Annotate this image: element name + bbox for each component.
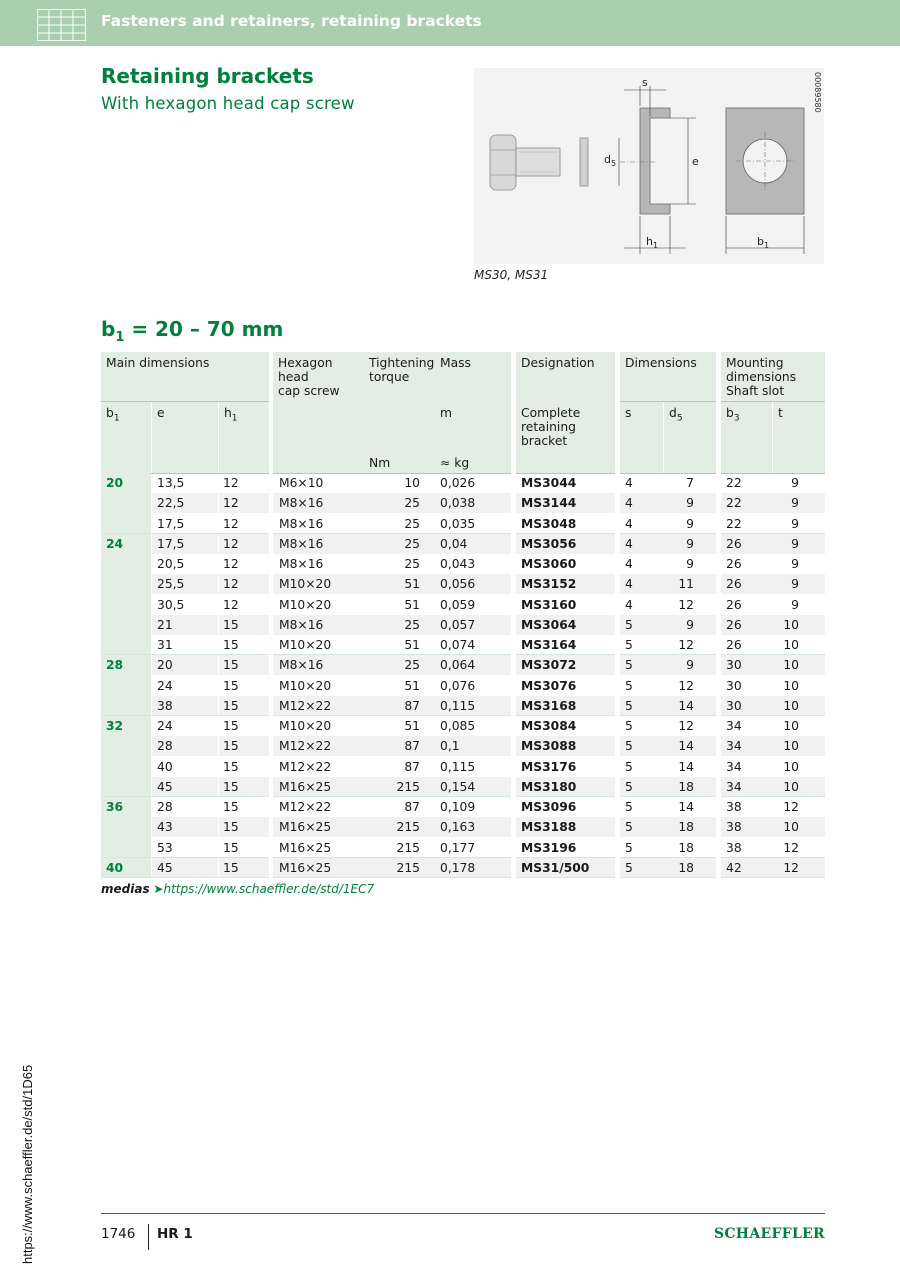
column-gap <box>716 352 721 878</box>
dimension-table <box>101 352 825 878</box>
cell-t: 9 <box>791 516 799 531</box>
cell-d5: 14 <box>678 800 694 814</box>
bolt-head-shape <box>490 135 516 190</box>
cell-b3: 30 <box>726 698 742 713</box>
cell-torque: 51 <box>404 678 420 693</box>
washer-shape <box>580 138 588 186</box>
cell-mass: 0,043 <box>440 557 476 571</box>
cell-e: 24 <box>157 678 173 693</box>
cell-d5: 12 <box>678 597 694 612</box>
footer-separator <box>148 1224 149 1250</box>
cell-screw: M8×16 <box>279 557 324 571</box>
cell-b3: 38 <box>726 820 742 835</box>
cell-t: 9 <box>791 577 799 592</box>
cell-b3: 26 <box>726 617 742 632</box>
cell-d5: 9 <box>686 617 694 632</box>
header-mass: Mass m ≈ kg <box>435 352 511 473</box>
cell-designation: MS3060 <box>521 557 577 571</box>
cell-screw: M16×25 <box>279 779 332 794</box>
cell-t: 10 <box>783 719 799 733</box>
cell-h1: 12 <box>223 577 239 592</box>
cell-t: 10 <box>783 698 799 713</box>
cell-screw: M12×22 <box>279 759 332 774</box>
cell-b3: 34 <box>726 759 742 774</box>
header-t: t <box>773 402 825 473</box>
cell-torque: 10 <box>404 476 420 490</box>
cell-mass: 0,115 <box>440 698 476 713</box>
header-e: e <box>152 402 218 473</box>
cell-b3: 38 <box>726 800 742 814</box>
side-url[interactable]: https://www.schaeffler.de/std/1D65 <box>20 1064 35 1264</box>
cell-s: 4 <box>625 577 633 592</box>
column-gap <box>615 352 620 878</box>
b1-value: 28 <box>106 658 124 673</box>
cell-t: 9 <box>791 476 799 490</box>
cell-designation: MS3056 <box>521 536 577 551</box>
cell-h1: 15 <box>223 800 239 814</box>
cell-h1: 12 <box>223 476 239 490</box>
cell-torque: 25 <box>404 658 420 673</box>
page-title: Retaining brackets <box>101 64 314 88</box>
header-d5: $d_5$ <box>664 402 716 473</box>
cell-mass: 0,085 <box>440 719 476 733</box>
cell-t: 9 <box>791 536 799 551</box>
cell-designation: MS3168 <box>521 698 577 713</box>
cell-s: 5 <box>625 800 633 814</box>
cell-torque: 25 <box>404 557 420 571</box>
cell-e: 21 <box>157 617 173 632</box>
cell-h1: 12 <box>223 496 239 511</box>
cell-screw: M8×16 <box>279 516 324 531</box>
cell-b3: 26 <box>726 577 742 592</box>
cell-s: 4 <box>625 496 633 511</box>
cell-designation: MS3076 <box>521 678 577 693</box>
cell-h1: 15 <box>223 719 239 733</box>
header-dimensions: Dimensions <box>620 352 716 402</box>
cell-screw: M8×16 <box>279 658 324 673</box>
cell-b3: 42 <box>726 860 742 875</box>
arrow-right-icon: ➤ <box>153 882 164 896</box>
b1-value: 24 <box>106 536 124 551</box>
cell-screw: M10×20 <box>279 638 332 652</box>
cell-d5: 18 <box>678 860 694 875</box>
header-b3: $b_3$ <box>721 402 772 473</box>
cell-t: 10 <box>783 638 799 652</box>
page-subtitle: With hexagon head cap screw <box>101 94 355 113</box>
cell-t: 10 <box>783 759 799 774</box>
cell-t: 9 <box>791 557 799 571</box>
cell-screw: M10×20 <box>279 597 332 612</box>
cell-mass: 0,1 <box>440 739 460 754</box>
cell-designation: MS3084 <box>521 719 577 733</box>
footer-divider <box>101 1213 825 1214</box>
cell-mass: 0,178 <box>440 860 476 875</box>
cell-s: 5 <box>625 860 633 875</box>
cell-e: 17,5 <box>157 516 185 531</box>
cell-s: 5 <box>625 840 633 855</box>
cell-torque: 51 <box>404 719 420 733</box>
cell-d5: 7 <box>686 476 694 490</box>
cell-h1: 15 <box>223 860 239 875</box>
header-main-dimensions: Main dimensions <box>101 352 269 402</box>
b1-value: 40 <box>106 860 124 875</box>
cell-torque: 215 <box>396 820 420 835</box>
cell-t: 10 <box>783 779 799 794</box>
cell-e: 20 <box>157 658 173 673</box>
cell-h1: 15 <box>223 678 239 693</box>
cell-d5: 18 <box>678 820 694 835</box>
cell-t: 10 <box>783 678 799 693</box>
cell-torque: 215 <box>396 779 420 794</box>
column-gap <box>511 352 516 878</box>
cell-h1: 15 <box>223 617 239 632</box>
cell-s: 4 <box>625 557 633 571</box>
cell-t: 12 <box>783 860 799 875</box>
cell-torque: 25 <box>404 496 420 511</box>
cell-d5: 18 <box>678 840 694 855</box>
dim-d5-label: $d_5$ <box>604 153 617 168</box>
column-gap <box>269 352 273 878</box>
cell-screw: M16×25 <box>279 840 332 855</box>
bracket-front-view <box>726 108 804 214</box>
cell-s: 5 <box>625 617 633 632</box>
drawing-code: 00089580 <box>813 72 822 113</box>
cell-t: 10 <box>783 820 799 835</box>
drawing-caption: MS30, MS31 <box>474 268 549 282</box>
cell-designation: MS3088 <box>521 739 577 754</box>
cell-d5: 9 <box>686 496 694 511</box>
header-screw: Hexagon head cap screw <box>273 352 364 473</box>
cell-screw: M10×20 <box>279 577 332 592</box>
dim-h1-label: $h_1$ <box>646 235 659 250</box>
cell-e: 45 <box>157 860 173 875</box>
cell-d5: 14 <box>678 739 694 754</box>
cell-s: 4 <box>625 597 633 612</box>
cell-screw: M8×16 <box>279 496 324 511</box>
cell-e: 30,5 <box>157 597 185 612</box>
cell-d5: 14 <box>678 759 694 774</box>
header-s: s <box>620 402 663 473</box>
cell-screw: M16×25 <box>279 820 332 835</box>
header-bar <box>0 0 900 46</box>
cell-e: 53 <box>157 840 173 855</box>
header-mounting: Mounting dimensions Shaft slot <box>721 352 825 402</box>
cell-h1: 15 <box>223 739 239 754</box>
b1-value: 20 <box>106 476 124 490</box>
cell-e: 28 <box>157 800 173 814</box>
cell-mass: 0,038 <box>440 496 476 511</box>
cell-t: 10 <box>783 617 799 632</box>
cell-mass: 0,154 <box>440 779 476 794</box>
cell-designation: MS3072 <box>521 658 577 673</box>
range-heading: $b_1 = 20 - 70$ mm <box>101 317 284 345</box>
cell-b3: 22 <box>726 496 742 511</box>
b1-value: 32 <box>106 719 124 733</box>
cell-e: 38 <box>157 698 173 713</box>
cell-torque: 25 <box>404 617 420 632</box>
cell-s: 5 <box>625 759 633 774</box>
header-title: Fasteners and retainers, retaining brackets <box>101 12 482 30</box>
cell-d5: 14 <box>678 698 694 713</box>
cell-torque: 51 <box>404 597 420 612</box>
cell-screw: M10×20 <box>279 719 332 733</box>
cell-designation: MS3096 <box>521 800 577 814</box>
cell-designation: MS3044 <box>521 476 577 490</box>
cell-designation: MS3064 <box>521 617 577 632</box>
cell-torque: 87 <box>404 759 420 774</box>
cell-t: 9 <box>791 597 799 612</box>
cell-mass: 0,056 <box>440 577 476 592</box>
cell-screw: M12×22 <box>279 739 332 754</box>
cell-torque: 51 <box>404 638 420 652</box>
cell-h1: 12 <box>223 536 239 551</box>
cell-screw: M8×16 <box>279 536 324 551</box>
cell-mass: 0,026 <box>440 476 476 490</box>
dim-s-label: s <box>642 76 648 89</box>
cell-torque: 215 <box>396 840 420 855</box>
cell-e: 13,5 <box>157 476 185 490</box>
cell-s: 4 <box>625 516 633 531</box>
medias-link[interactable]: medias ➤https://www.schaeffler.de/std/1EC7 <box>101 882 375 896</box>
cell-s: 5 <box>625 678 633 693</box>
cell-mass: 0,163 <box>440 820 476 835</box>
cell-mass: 0,035 <box>440 516 476 531</box>
cell-mass: 0,115 <box>440 759 476 774</box>
header-unit-torque: Nm <box>369 456 391 470</box>
cell-s: 5 <box>625 779 633 794</box>
cell-b3: 26 <box>726 536 742 551</box>
cell-screw: M16×25 <box>279 860 332 875</box>
cell-mass: 0,109 <box>440 800 476 814</box>
cell-torque: 87 <box>404 800 420 814</box>
header-torque: Tightening torque Nm <box>364 352 435 473</box>
cell-mass: 0,04 <box>440 536 468 551</box>
bolt-shank-shape <box>516 148 560 176</box>
cell-designation: MS3188 <box>521 820 577 835</box>
cell-screw: M8×16 <box>279 617 324 632</box>
cell-s: 4 <box>625 476 633 490</box>
cell-screw: M10×20 <box>279 678 332 693</box>
cell-mass: 0,074 <box>440 638 476 652</box>
cell-mass: 0,177 <box>440 840 476 855</box>
cell-h1: 12 <box>223 597 239 612</box>
cell-d5: 9 <box>686 557 694 571</box>
cell-designation: MS3180 <box>521 779 577 794</box>
cell-screw: M12×22 <box>279 698 332 713</box>
cell-e: 20,5 <box>157 557 185 571</box>
technical-drawing <box>474 68 824 264</box>
cell-e: 25,5 <box>157 577 185 592</box>
b1-value: 36 <box>106 800 124 814</box>
cell-d5: 12 <box>678 678 694 693</box>
dim-e-label: e <box>692 155 699 168</box>
cell-b3: 34 <box>726 739 742 754</box>
cell-b3: 22 <box>726 476 742 490</box>
cell-torque: 87 <box>404 698 420 713</box>
cell-s: 5 <box>625 820 633 835</box>
cell-designation: MS3144 <box>521 496 577 511</box>
cell-mass: 0,064 <box>440 658 476 673</box>
cell-designation: MS31/500 <box>521 860 590 875</box>
cell-h1: 12 <box>223 516 239 531</box>
cell-s: 5 <box>625 739 633 754</box>
cell-mass: 0,059 <box>440 597 476 612</box>
header-b1: $b_1$ <box>101 402 151 473</box>
dim-b1-label: $b_1$ <box>757 235 770 250</box>
cell-mass: 0,076 <box>440 678 476 693</box>
cell-d5: 12 <box>678 719 694 733</box>
cell-s: 5 <box>625 638 633 652</box>
cell-b3: 38 <box>726 840 742 855</box>
cell-t: 9 <box>791 496 799 511</box>
cell-torque: 215 <box>396 860 420 875</box>
cell-torque: 51 <box>404 577 420 592</box>
cell-d5: 12 <box>678 638 694 652</box>
cell-e: 43 <box>157 820 173 835</box>
cell-e: 31 <box>157 638 173 652</box>
cell-h1: 15 <box>223 759 239 774</box>
cell-t: 10 <box>783 739 799 754</box>
table-grid-icon <box>37 9 86 41</box>
cell-screw: M6×10 <box>279 476 324 490</box>
cell-b3: 22 <box>726 516 742 531</box>
cell-b3: 26 <box>726 638 742 652</box>
cell-b3: 30 <box>726 658 742 673</box>
cell-designation: MS3176 <box>521 759 577 774</box>
cell-designation: MS3196 <box>521 840 577 855</box>
cell-designation: MS3160 <box>521 597 577 612</box>
cell-e: 24 <box>157 719 173 733</box>
cell-torque: 25 <box>404 516 420 531</box>
page-number: 1746 <box>101 1226 136 1242</box>
cell-torque: 87 <box>404 739 420 754</box>
cell-s: 5 <box>625 658 633 673</box>
cell-t: 12 <box>783 800 799 814</box>
cell-d5: 9 <box>686 658 694 673</box>
cell-b3: 26 <box>726 557 742 571</box>
header-m: m <box>440 406 452 420</box>
cell-h1: 15 <box>223 638 239 652</box>
cell-h1: 15 <box>223 658 239 673</box>
cell-d5: 9 <box>686 516 694 531</box>
cell-b3: 26 <box>726 597 742 612</box>
cell-d5: 11 <box>678 577 694 592</box>
cell-b3: 34 <box>726 719 742 733</box>
cell-t: 10 <box>783 658 799 673</box>
section-label: HR 1 <box>157 1226 193 1242</box>
cell-e: 28 <box>157 739 173 754</box>
cell-s: 4 <box>625 536 633 551</box>
cell-e: 40 <box>157 759 173 774</box>
cell-d5: 18 <box>678 779 694 794</box>
header-unit-mass: ≈ kg <box>440 456 470 470</box>
header-h1: $h_1$ <box>219 402 269 473</box>
cell-b3: 34 <box>726 779 742 794</box>
cell-screw: M12×22 <box>279 800 332 814</box>
cell-s: 5 <box>625 698 633 713</box>
cell-mass: 0,057 <box>440 617 476 632</box>
cell-torque: 25 <box>404 536 420 551</box>
cell-designation: MS3164 <box>521 638 577 652</box>
cell-designation: MS3152 <box>521 577 577 592</box>
cell-d5: 9 <box>686 536 694 551</box>
cell-h1: 15 <box>223 840 239 855</box>
cell-h1: 15 <box>223 698 239 713</box>
cell-e: 22,5 <box>157 496 185 511</box>
cell-h1: 15 <box>223 820 239 835</box>
brand-logo: SCHAEFFLER <box>713 1226 825 1242</box>
cell-h1: 15 <box>223 779 239 794</box>
cell-designation: MS3048 <box>521 516 577 531</box>
cell-s: 5 <box>625 719 633 733</box>
cell-e: 17,5 <box>157 536 185 551</box>
cell-t: 12 <box>783 840 799 855</box>
header-designation: Designation Complete retaining bracket <box>516 352 615 473</box>
cell-h1: 12 <box>223 557 239 571</box>
cell-b3: 30 <box>726 678 742 693</box>
cell-e: 45 <box>157 779 173 794</box>
